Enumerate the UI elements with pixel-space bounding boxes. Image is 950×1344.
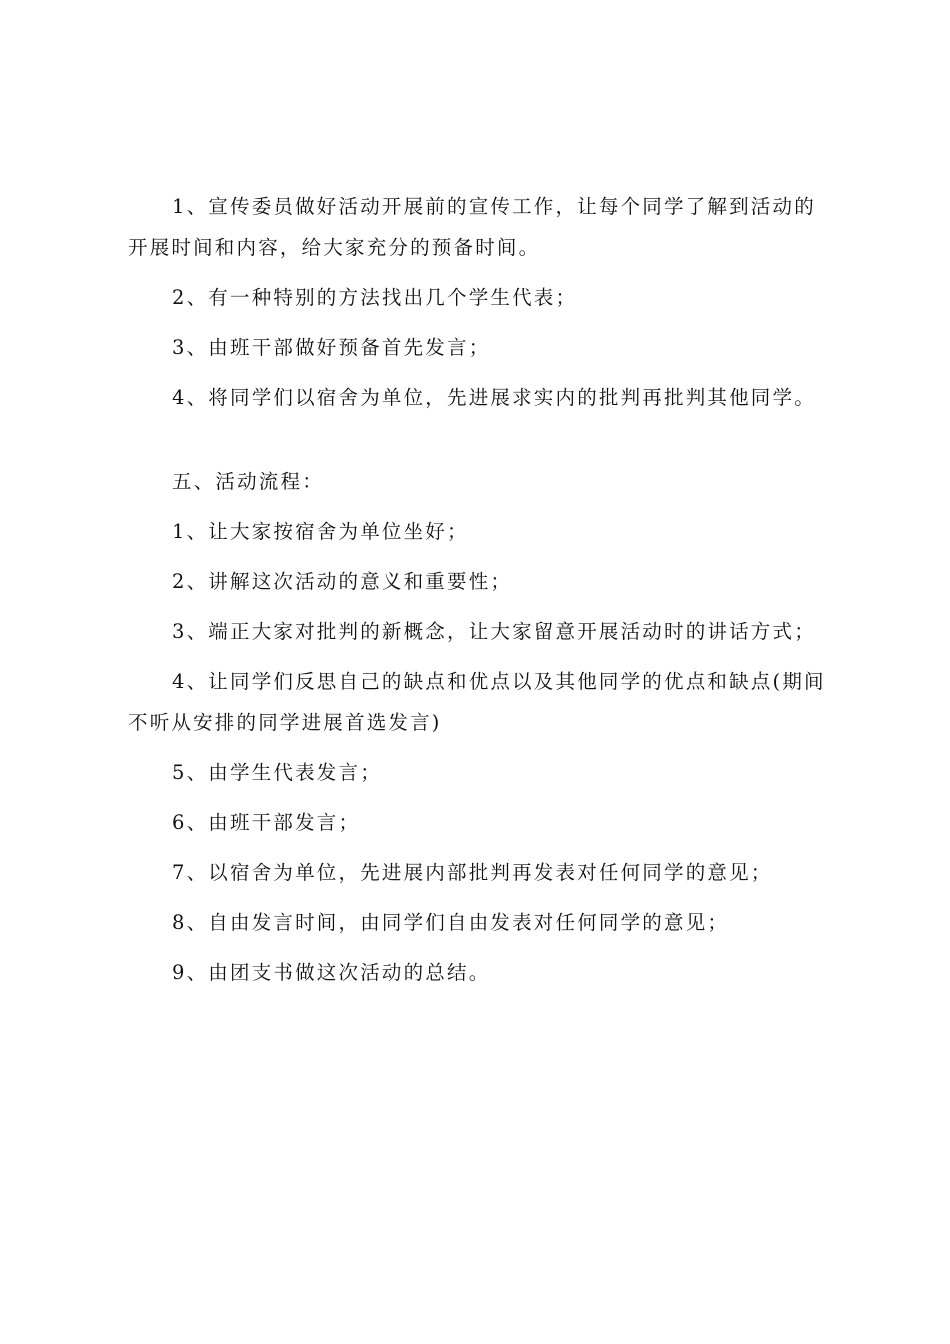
prep-item-3: 3、由班干部做好预备首先发言； bbox=[172, 336, 491, 359]
document-body bbox=[128, 186, 833, 1002]
prep-item-2: 2、有一种特别的方法找出几个学生代表； bbox=[172, 286, 578, 309]
flow-item-4: 4、让同学们反思自己的缺点和优点以及其他同学的优点和缺点(期间不听从安排的同学进展首选发言) bbox=[128, 670, 826, 734]
flow-item-8: 8、自由发言时间，由同学们自由发表对任何同学的意见； bbox=[172, 911, 730, 934]
flow-item-7: 7、以宿舍为单位，先进展内部批判再发表对任何同学的意见； bbox=[172, 861, 773, 884]
flow-item-6: 6、由班干部发言； bbox=[172, 811, 361, 834]
flow-item-2: 2、讲解这次活动的意义和重要性； bbox=[172, 570, 513, 593]
prep-item-1: 1、宣传委员做好活动开展前的宣传工作，让每个同学了解到活动的开展时间和内容，给大家充分的预备时间。 bbox=[128, 195, 816, 259]
section-spacer bbox=[128, 427, 833, 461]
flow-item-3: 3、端正大家对批判的新概念，让大家留意开展活动时的讲话方式； bbox=[172, 620, 816, 643]
flow-item-1: 1、让大家按宿舍为单位坐好； bbox=[172, 520, 469, 543]
section-title: 五、活动流程： bbox=[172, 470, 324, 493]
prep-item-4: 4、将同学们以宿舍为单位，先进展求实内的批判再批判其他同学。 bbox=[172, 386, 816, 409]
flow-item-9: 9、由团支书做这次活动的总结。 bbox=[172, 961, 491, 984]
flow-item-5: 5、由学生代表发言； bbox=[172, 761, 382, 784]
